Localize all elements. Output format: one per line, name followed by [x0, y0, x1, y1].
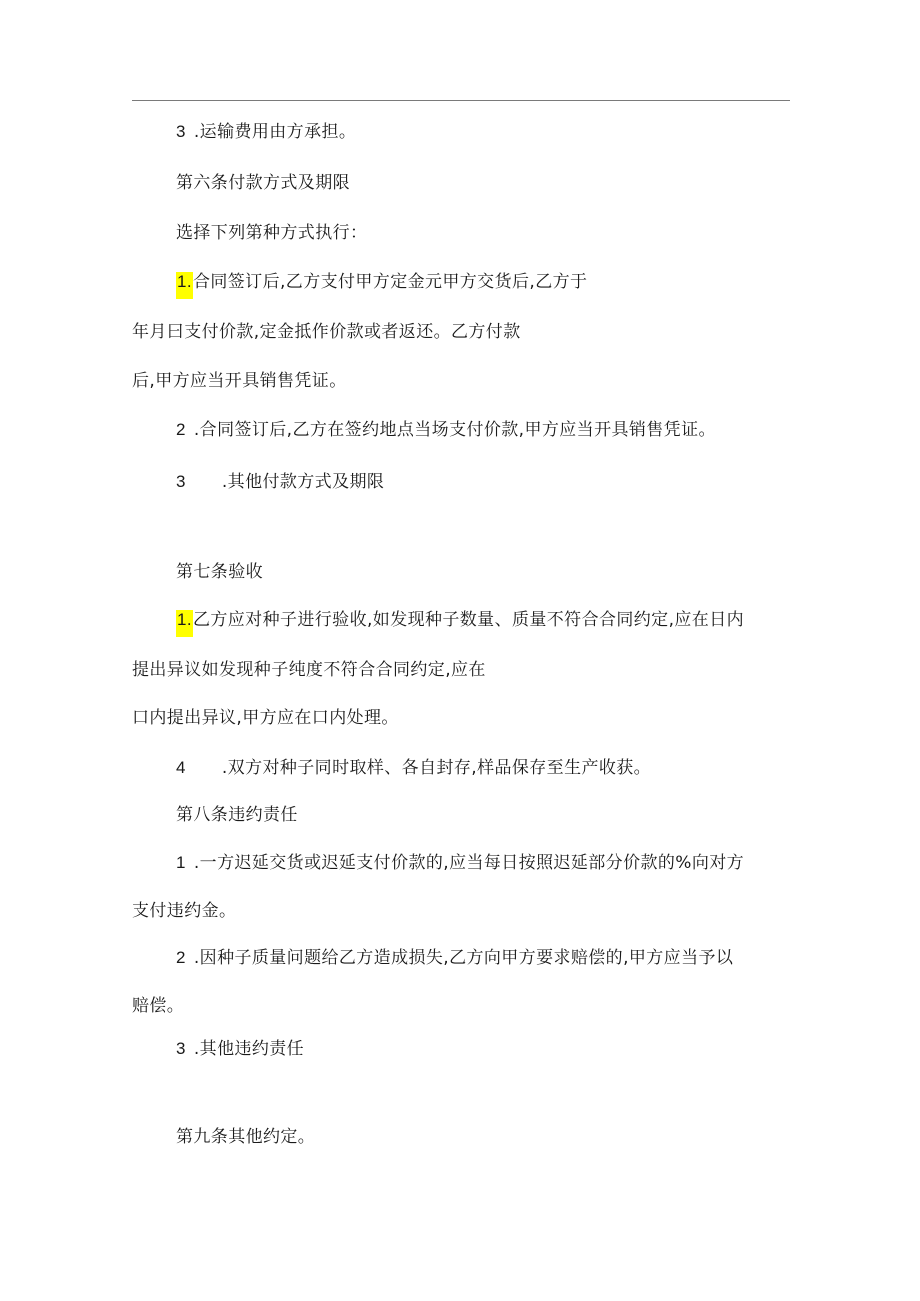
heading-text: 第七条验收 — [176, 562, 263, 582]
paragraph-text: 年月曰支付价款,定金抵作价款或者返还。乙方付款 — [132, 322, 521, 342]
item-number: 3 — [176, 472, 186, 491]
item-text: .其他付款方式及期限 — [221, 472, 385, 492]
article-8-item-2-cont — [132, 994, 184, 1018]
highlighted-item-number: 1. — [176, 610, 193, 637]
article-8-item-1 — [176, 851, 744, 875]
article-7-item-1-cont-2 — [132, 706, 399, 730]
header-rule — [132, 100, 790, 101]
paragraph-text: 口内提出异议,甲方应在口内处理。 — [132, 708, 399, 728]
paragraph-text: 支付违约金。 — [132, 901, 237, 921]
paragraph-text: 选择下列第种方式执行： — [176, 223, 368, 243]
article-6-item-2 — [176, 418, 716, 442]
article-8-heading — [176, 803, 298, 827]
paragraph-text: 后,甲方应当开具销售凭证。 — [132, 371, 347, 391]
article-7-item-1-cont-1 — [132, 658, 486, 682]
article-7-item-1 — [176, 608, 744, 632]
item-text: .因种子质量问题给乙方造成损失,乙方向甲方要求赔偿的,甲方应当予以 — [193, 948, 734, 968]
article-8-item-3 — [176, 1037, 304, 1061]
article-9-heading — [176, 1125, 315, 1149]
heading-text: 第八条违约责任 — [176, 805, 298, 825]
item-text: 合同签订后,乙方支付甲方定金元甲方交货后,乙方于 — [192, 272, 588, 292]
article-6-item-3 — [176, 470, 384, 494]
item-number: 4 — [176, 758, 186, 777]
paragraph-text: 赔偿。 — [132, 996, 185, 1016]
article-6-item-1 — [176, 270, 587, 294]
item-text: .合同签订后,乙方在签约地点当场支付价款,甲方应当开具销售凭证。 — [193, 420, 716, 440]
heading-text: 第九条其他约定。 — [176, 1127, 316, 1147]
article-7-item-4 — [176, 756, 651, 780]
item-text: .一方迟延交货或迟延支付价款的,应当每日按照迟延部分价款的%向对方 — [193, 853, 745, 873]
clause-5-item-3 — [176, 120, 356, 144]
article-7-heading — [176, 560, 263, 584]
item-number: 3 — [176, 122, 186, 141]
item-text: .其他违约责任 — [193, 1039, 305, 1059]
item-number: 3 — [176, 1039, 186, 1058]
article-6-instruction — [176, 221, 367, 245]
item-text: 乙方应对种子进行验收,如发现种子数量、质量不符合合同约定,应在日内 — [192, 610, 744, 630]
article-6-heading — [176, 171, 350, 195]
item-number: 2 — [176, 420, 186, 439]
highlighted-item-number: 1. — [176, 272, 193, 299]
article-8-item-2 — [176, 946, 733, 970]
item-number: 2 — [176, 948, 186, 967]
item-number: 1 — [176, 853, 186, 872]
item-text: .运输费用由方承担。 — [193, 122, 357, 142]
paragraph-text: 提出异议如发现种子纯度不符合合同约定,应在 — [132, 660, 486, 680]
heading-text: 第六条付款方式及期限 — [176, 173, 350, 193]
item-text: .双方对种子同时取样、各自封存,样品保存至生产收获。 — [221, 758, 652, 778]
article-6-item-1-cont-1 — [132, 320, 521, 344]
article-8-item-1-cont — [132, 899, 236, 923]
article-6-item-1-cont-2 — [132, 369, 347, 393]
